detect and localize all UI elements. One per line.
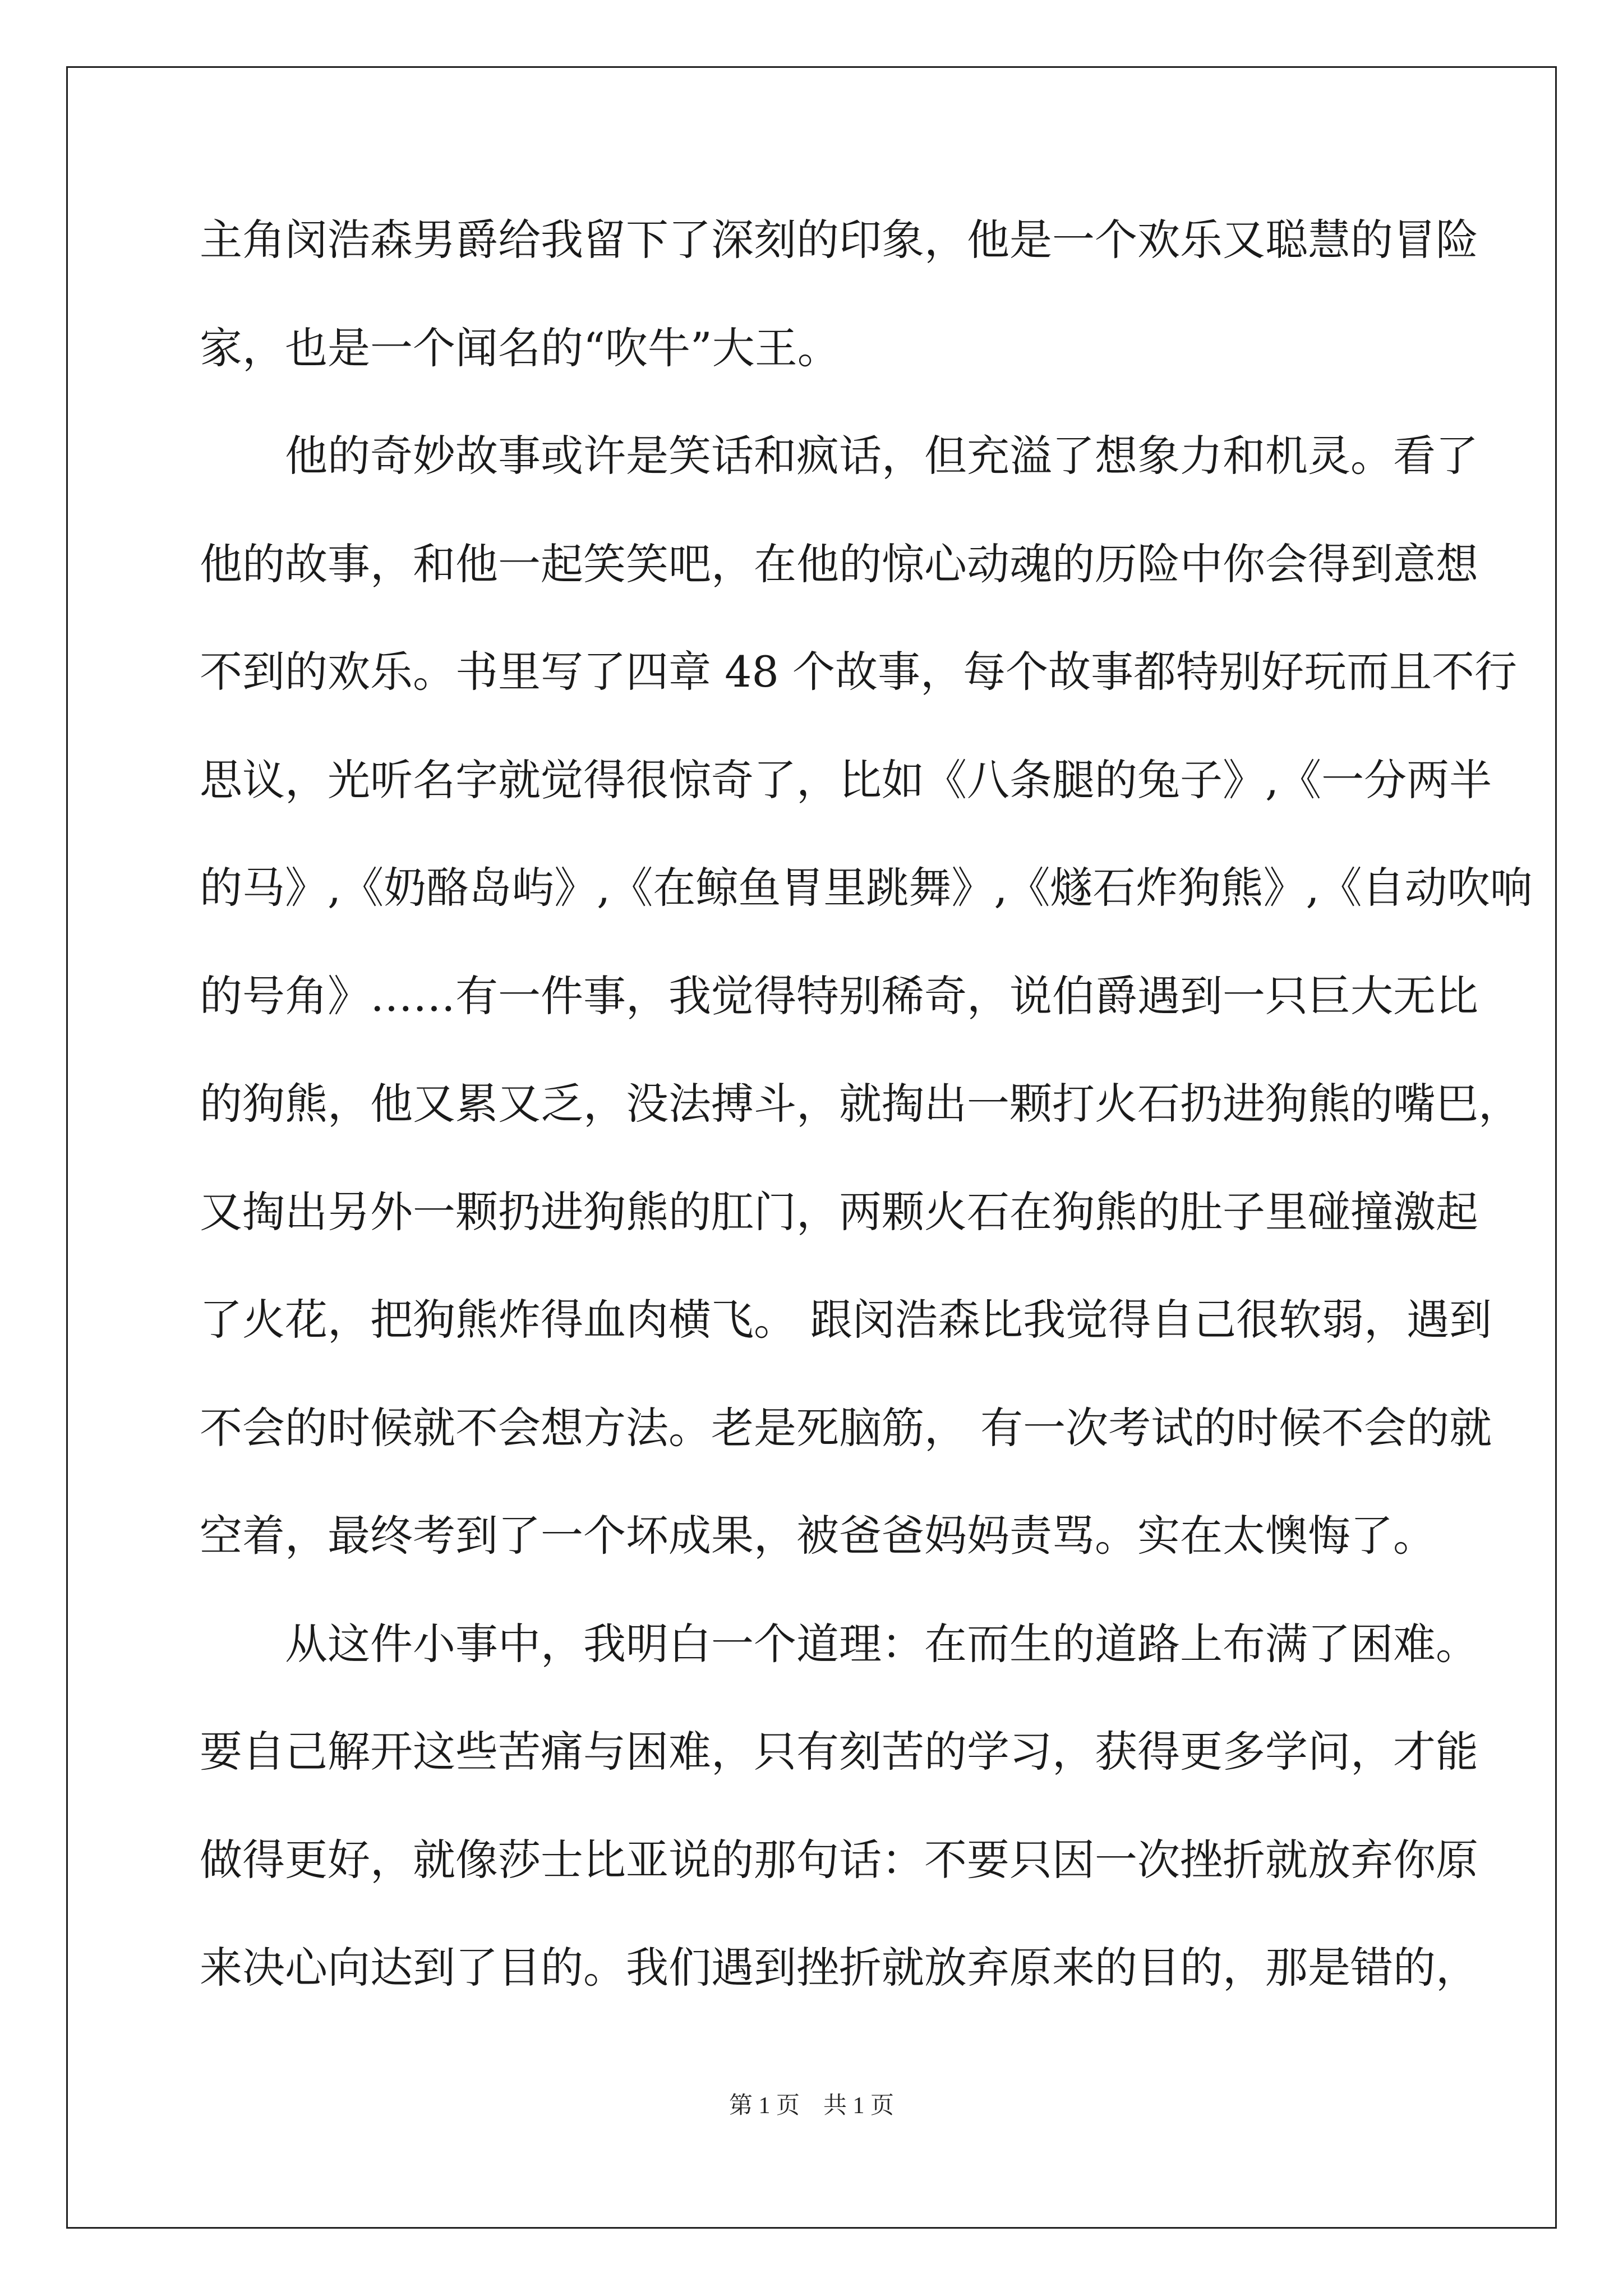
- page-number-footer: 第 1 页 共 1 页: [728, 2093, 894, 2119]
- text-line: 不会的时候就不会想方法。老是死脑筋， 有一次考试的时候不会的就: [200, 1402, 1492, 1453]
- text-line: 的狗熊，他又累又乏，没法搏斗，就掏出一颗打火石扔进狗熊的嘴巴，: [200, 1079, 1521, 1129]
- text-line: 的马》,《奶酪岛屿》,《在鲸鱼胃里跳舞》,《燧石炸狗熊》,《自动吹响: [200, 863, 1533, 913]
- text-line: 又掏出另外一颗扔进狗熊的肛门，两颗火石在狗熊的肚子里碰撞激起: [200, 1186, 1478, 1237]
- text-line: 主角闵浩森男爵给我留下了深刻的印象，他是一个欢乐又聪慧的冒险: [200, 215, 1478, 265]
- paragraph-start-line: 从这件小事中，我明白一个道理：在而生的道路上布满了困难。: [285, 1618, 1478, 1669]
- text-line: 空着，最终考到了一个坏成果，被爸爸妈妈责骂。实在太懊悔了。: [200, 1511, 1436, 1561]
- text-line: 他的故事，和他一起笑笑吧，在他的惊心动魂的历险中你会得到意想: [200, 539, 1478, 589]
- text-line: 来决心向达到了目的。我们遇到挫折就放弃原来的目的，那是错的，: [200, 1943, 1478, 1993]
- text-line: 了火花，把狗熊炸得血肉横飞。 跟闵浩森比我觉得自己很软弱，遇到: [200, 1295, 1492, 1345]
- document-body: [200, 213, 1533, 2049]
- text-line: 要自己解开这些苦痛与困难，只有刻苦的学习，获得更多学问，才能: [200, 1727, 1478, 1777]
- text-line: 不到的欢乐。书里写了四章 48 个故事，每个故事都特别好玩而且不行: [200, 647, 1518, 697]
- text-line: 的号角》……有一件事，我觉得特别稀奇，说伯爵遇到一只巨大无比: [200, 970, 1478, 1021]
- text-line: 做得更好，就像莎士比亚说的那句话：不要只因一次挫折就放弃你原: [200, 1834, 1478, 1885]
- paragraph-start-line: 他的奇妙故事或许是笑话和疯话，但充溢了想象力和机灵。看了: [285, 431, 1478, 481]
- text-line: 思议，光听名字就觉得很惊奇了，比如《八条腿的兔子》,《一分两半: [200, 754, 1492, 805]
- text-line: 家，也是一个闻名的“吹牛”大王。: [200, 323, 840, 373]
